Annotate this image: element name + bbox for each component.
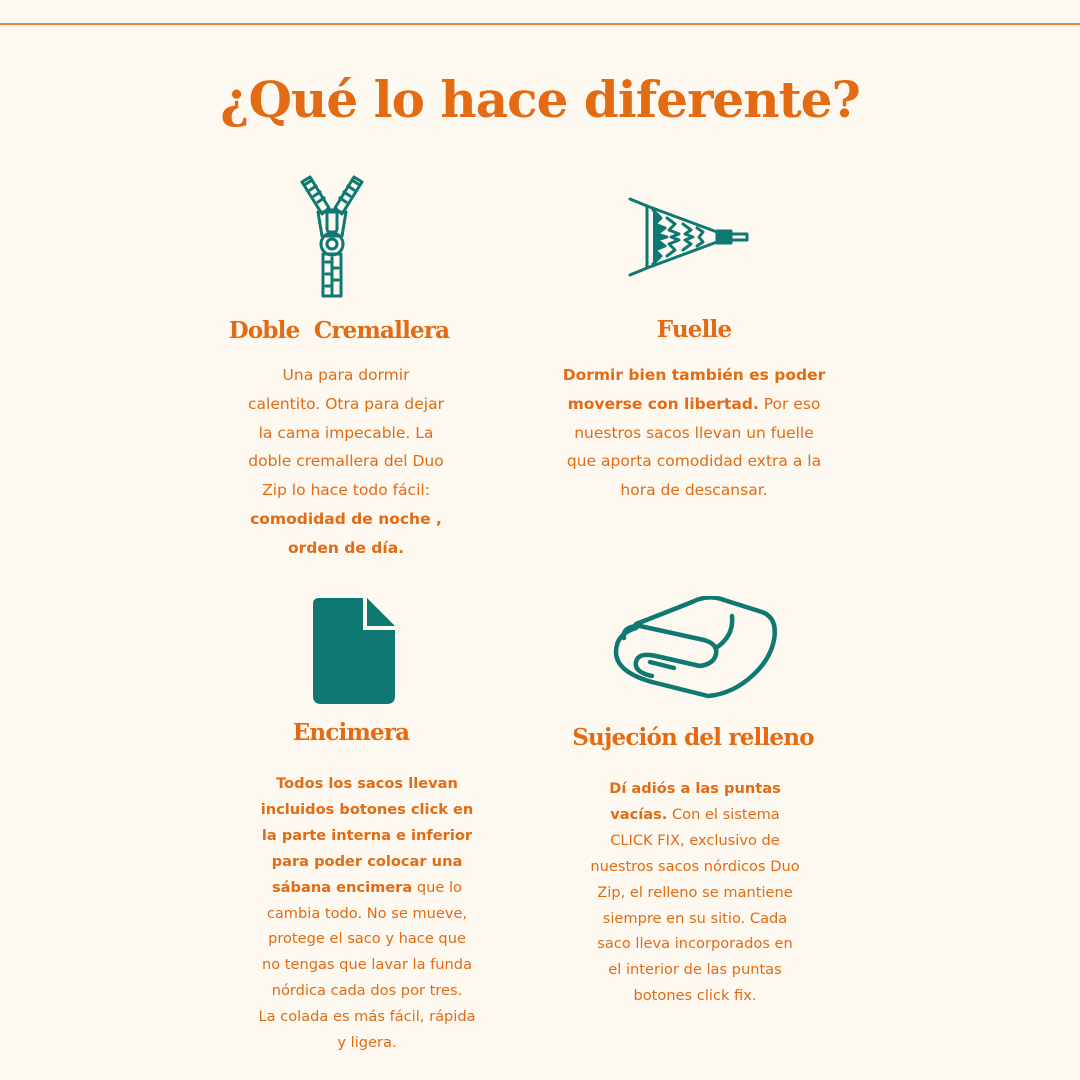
feature-text-doble-cremallera: Una para dormir calentito. Otra para dejar la cama impecable. La doble cremallera del Duo Zip lo hace todo fácil: comodidad de noche , orden de día.: [248, 366, 444, 557]
top-divider: [0, 23, 1080, 25]
feature-title-encimera: Encimera: [292, 719, 410, 746]
bellows-icon: [627, 196, 751, 278]
page-title: ¿Qué lo hace diferente?: [220, 70, 860, 129]
zipper-icon: [296, 174, 368, 300]
feature-text-fuelle: Dormir bien también es poder moverse con libertad. Por eso nuestros sacos llevan un fuelle que aporta comodidad extra a la hora de descansar.: [562, 366, 826, 500]
feature-title-sujecion-del-relleno: Sujeción del relleno: [572, 724, 814, 751]
folded-duvet-icon: [612, 596, 778, 700]
feature-title-fuelle: Fuelle: [656, 316, 732, 343]
feature-text-encimera: Todos los sacos llevan incluidos botones click en la parte interna e inferior para poder colocar una sábana encimera que lo cambia todo. No se mueve, protege el saco y hace que no tengas que lavar la funda nórdica cada dos por tres. La colada es más fácil, rápida y ligera.: [258, 775, 476, 1052]
feature-text-sujecion-del-relleno: Dí adiós a las puntas vacías. Con el sistema CLICK FIX, exclusivo de nuestros sacos nórdicos Duo Zip, el relleno se mantiene siempre en su sitio. Cada saco lleva incorporados en el interior de las puntas botones click fix.: [590, 780, 800, 1005]
sheet-icon: [313, 598, 395, 704]
feature-title-doble-cremallera: Doble Cremallera: [228, 317, 450, 344]
